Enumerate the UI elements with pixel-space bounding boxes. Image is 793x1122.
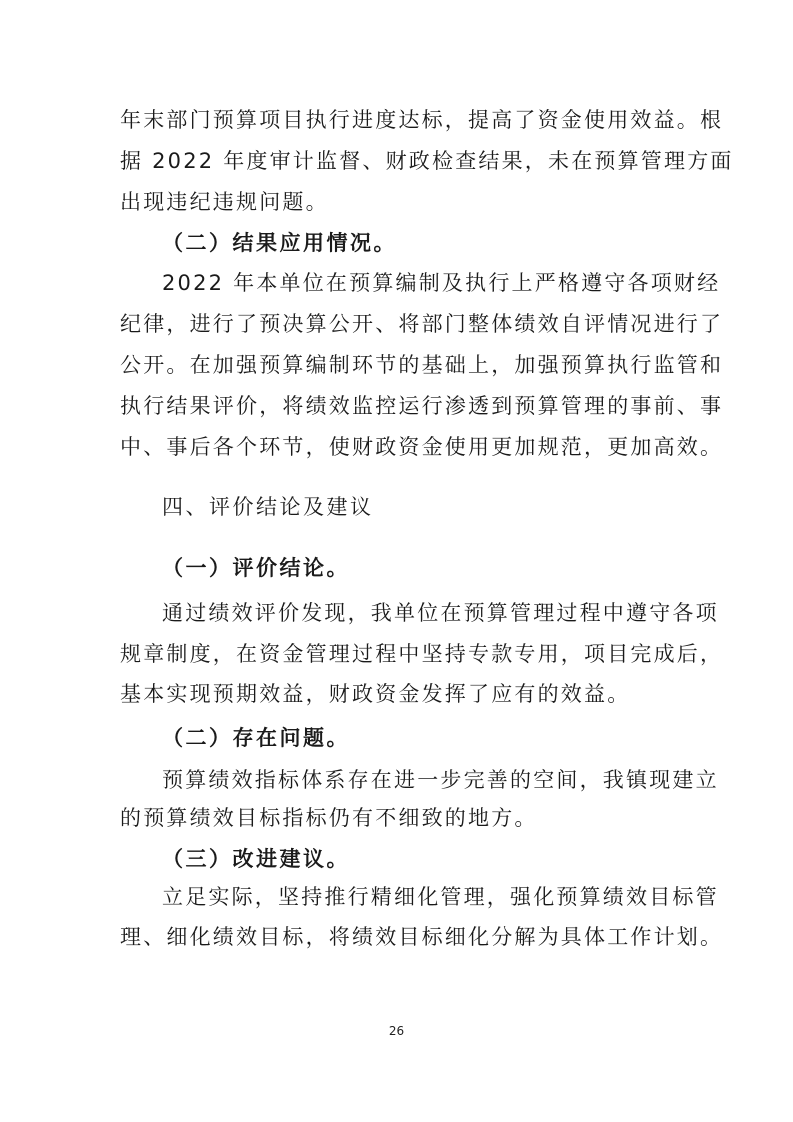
paragraph-1-line-3: 出现违纪违规问题。	[120, 190, 329, 214]
paragraph-3-line-1: 通过绩效评价发现，我单位在预算管理过程中遵守各项	[162, 601, 719, 625]
page-number: 26	[388, 1024, 405, 1038]
paragraph-1-line-1: 年末部门预算项目执行进度达标，提高了资金使用效益。根	[120, 108, 724, 132]
paragraph-5-line-2: 理、细化绩效目标，将绩效目标细化分解为具体工作计划。	[120, 925, 724, 949]
paragraph-1-line-2: 据 2022 年度审计监督、财政检查结果，未在预算管理方面	[120, 149, 734, 173]
paragraph-2-line-4: 执行结果评价，将绩效监控运行渗透到预算管理的事前、事	[120, 394, 724, 418]
heading-results-application: （二）结果应用情况。	[162, 231, 397, 255]
paragraph-3-line-2: 规章制度，在资金管理过程中坚持专款专用，项目完成后，	[120, 642, 724, 666]
heading-problems: （二）存在问题。	[162, 726, 350, 750]
paragraph-4-line-2: 的预算绩效目标指标仍有不细致的地方。	[120, 806, 538, 830]
paragraph-3-line-3: 基本实现预期效益，财政资金发挥了应有的效益。	[120, 682, 631, 706]
paragraph-5-line-1: 立足实际，坚持推行精细化管理，强化预算绩效目标管	[162, 885, 719, 909]
paragraph-2-line-5: 中、事后各个环节，使财政资金使用更加规范，更加高效。	[120, 435, 724, 459]
paragraph-2-line-2: 纪律，进行了预决算公开、将部门整体绩效自评情况进行了	[120, 312, 724, 336]
paragraph-2-line-3: 公开。在加强预算编制环节的基础上，加强预算执行监管和	[120, 353, 724, 377]
heading-conclusion: （一）评价结论。	[162, 556, 350, 580]
heading-suggestions: （三）改进建议。	[162, 847, 350, 871]
paragraph-4-line-1: 预算绩效指标体系存在进一步完善的空间，我镇现建立	[162, 768, 719, 792]
paragraph-2-line-1: 2022 年本单位在预算编制及执行上严格遵守各项财经	[162, 271, 721, 295]
section-four-title: 四、评价结论及建议	[162, 495, 374, 519]
